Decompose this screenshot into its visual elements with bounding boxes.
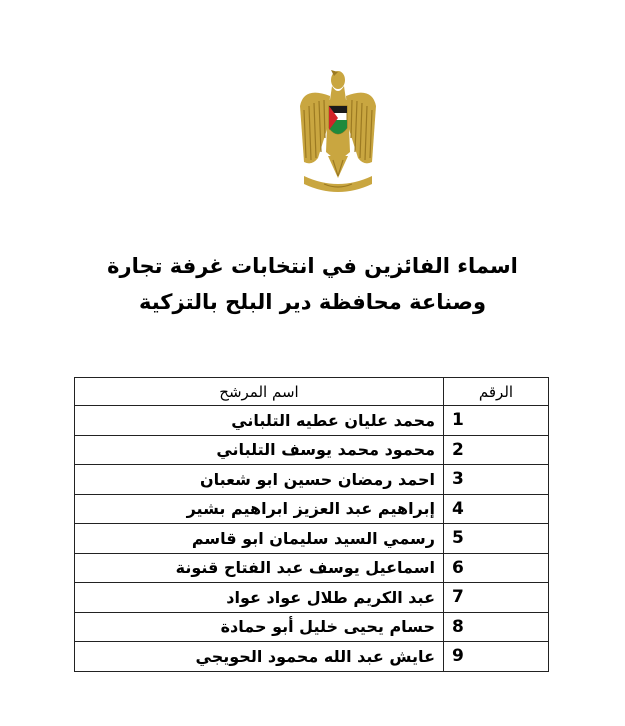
row-number: 1	[444, 406, 549, 436]
row-name: محمد عليان عطيه التلباني	[75, 406, 444, 436]
table-row	[75, 494, 549, 524]
row-name: إبراهيم عبد العزيز ابراهيم بشير	[75, 494, 444, 524]
row-number: 2	[444, 435, 549, 465]
title-line-2: وصناعة محافظة دير البلح بالتزكية	[139, 290, 486, 314]
palestine-eagle-emblem-icon	[298, 66, 378, 198]
header-number: الرقم	[444, 378, 549, 406]
row-name: حسام يحيى خليل أبو حمادة	[75, 612, 444, 642]
title-line-1: اسماء الفائزين في انتخابات غرفة تجارة	[107, 254, 518, 278]
table-header-row	[75, 378, 549, 406]
row-number: 4	[444, 494, 549, 524]
table-row	[75, 583, 549, 613]
table-row	[75, 553, 549, 583]
row-number: 9	[444, 642, 549, 672]
document-title	[0, 248, 625, 320]
row-name: محمود محمد يوسف التلباني	[75, 435, 444, 465]
winners-table	[74, 377, 549, 672]
header-name: اسم المرشح	[75, 378, 444, 406]
table-row	[75, 642, 549, 672]
table-row	[75, 524, 549, 554]
row-name: احمد رمضان حسين ابو شعبان	[75, 465, 444, 495]
row-name: رسمي السيد سليمان ابو قاسم	[75, 524, 444, 554]
row-number: 7	[444, 583, 549, 613]
row-number: 5	[444, 524, 549, 554]
table-row	[75, 612, 549, 642]
table-row	[75, 435, 549, 465]
row-number: 8	[444, 612, 549, 642]
row-name: عبد الكريم طلال عواد عواد	[75, 583, 444, 613]
row-name: عايش عبد الله محمود الحويجي	[75, 642, 444, 672]
table-row	[75, 406, 549, 436]
row-number: 3	[444, 465, 549, 495]
row-number: 6	[444, 553, 549, 583]
table-row	[75, 465, 549, 495]
row-name: اسماعيل يوسف عبد الفتاح قنونة	[75, 553, 444, 583]
